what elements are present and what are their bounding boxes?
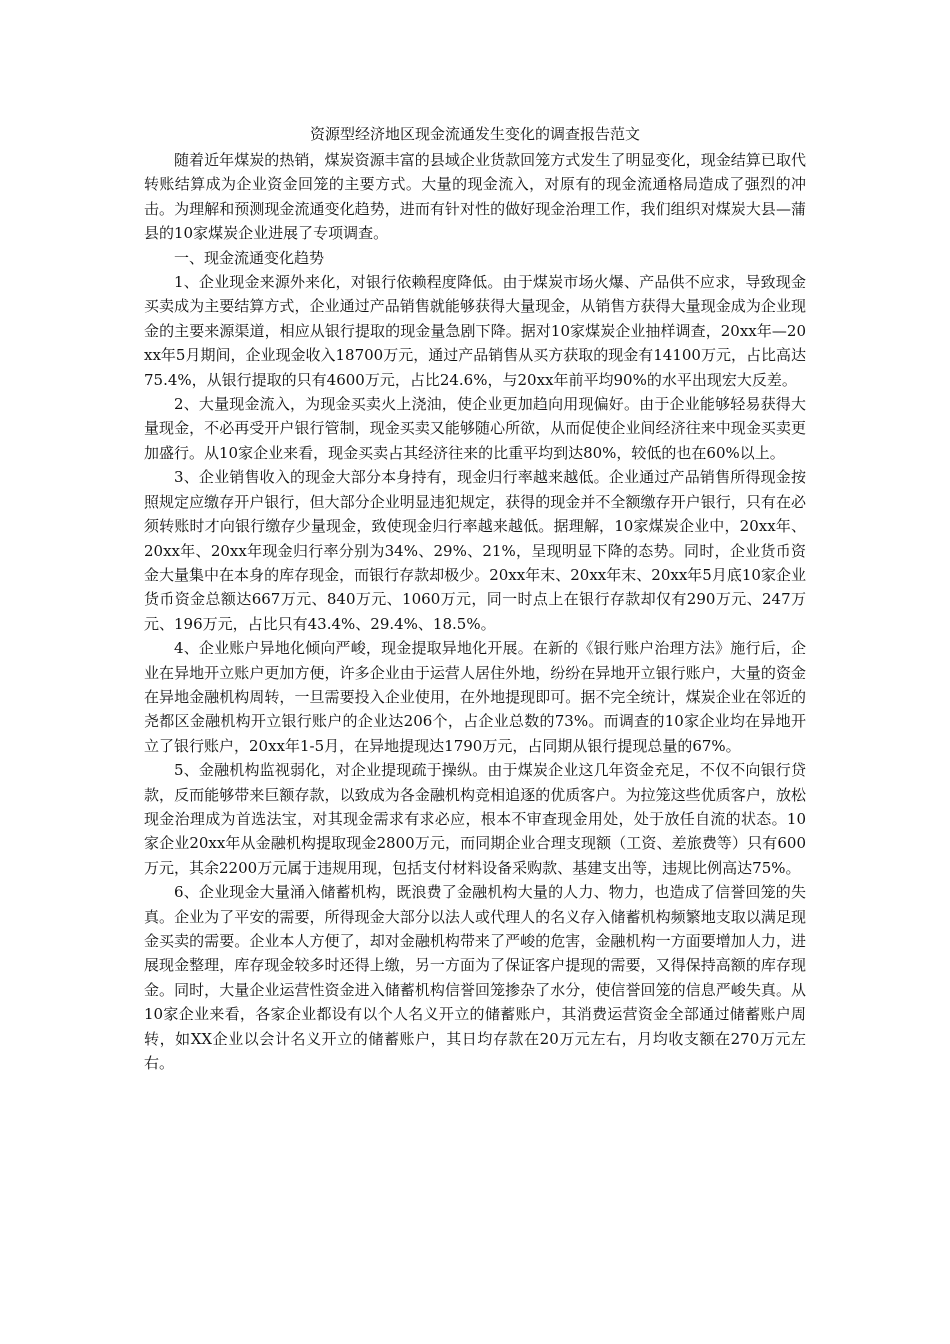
document-title: 资源型经济地区现金流通发生变化的调查报告范文 [309,125,640,143]
paragraph-6: 6、企业现金大量涌入储蓄机构，既浪费了金融机构大量的人力、物力，也造成了信誉回笼的失真。企业为了平安的需要，所得现金大部分以法人或代理人的名义存入储蓄机构频繁地支取以满足现金买卖的需要。企业本人方便了，却对金融机构带来了严峻的危害，金融机构一方面要增加人力，进展现金整理，库存现金较多时还得上缴，另一方面为了保证客户提现的需要，又得保持高额的库存现金。同时，大量企业运营性资金进入储蓄机构信誉回笼掺杂了水分，使信誉回笼的信息严峻失真。从10家企业来看，各家企业都设有以个人名义开立的储蓄账户，其消费运营资金全部通过储蓄账户周转，如XX企业以会计名义开立的储蓄账户，其日均存款在20万元左右，月均收支额在270万元左右。 [144,883,806,1073]
document-page [144,122,806,1075]
paragraph-1: 1、企业现金来源外来化，对银行依赖程度降低。由于煤炭市场火爆、产品供不应求，导致现金买卖成为主要结算方式，企业通过产品销售就能够获得大量现金，从销售方获得大量现金成为企业现金的主要来源渠道，相应从银行提取的现金量急剧下降。据对10家煤炭企业抽样调查，20xx年—20xx年5月期间，企业现金收入18700万元，通过产品销售从买方获取的现金有14100万元，占比高达75.4%，从银行提取的只有4600万元，占比24.6%，与20xx年前平均90%的水平出现宏大反差。 [144,273,806,389]
section-heading: 一、现金流通变化趋势 [174,248,325,267]
paragraph-2: 2、大量现金流入，为现金买卖火上浇油，使企业更加趋向用现偏好。由于企业能够轻易获得大量现金，不必再受开户银行管制，现金买卖又能够随心所欲，从而促使企业间经济往来中现金买卖更加盛行。从10家企业来看，现金买卖占其经济往来的比重平均到达80%，较低的也在60%以上。 [144,395,806,462]
paragraph-5: 5、金融机构监视弱化，对企业提现疏于操纵。由于煤炭企业这几年资金充足，不仅不向银行贷款，反而能够带来巨额存款，以致成为各金融机构竞相追逐的优质客户。为拉笼这些优质客户，放松现金治理成为首选法宝，对其现金需求有求必应，根本不审查现金用处，处于放任自流的状态。10家企业20xx年从金融机构提取现金2800万元，而同期企业合理支现额（工资、差旅费等）只有600万元，其余2200万元属于违规用现，包括支付材料设备采购款、基建支出等，违规比例高达75%。 [144,761,806,877]
intro-paragraph: 随着近年煤炭的热销，煤炭资源丰富的县域企业货款回笼方式发生了明显变化，现金结算已取代转账结算成为企业资金回笼的主要方式。大量的现金流入，对原有的现金流通格局造成了强烈的冲击。为理解和预测现金流通变化趋势，进而有针对性的做好现金治理工作，我们组织对煤炭大县—蒲县的10家煤炭企业进展了专项调查。 [144,151,806,243]
paragraph-3: 3、企业销售收入的现金大部分本身持有，现金归行率越来越低。企业通过产品销售所得现金按照规定应缴存开户银行，但大部分企业明显违犯规定，获得的现金并不全额缴存开户银行，只有在必须转账时才向银行缴存少量现金，致使现金归行率越来越低。据理解，10家煤炭企业中，20xx年、20xx年、20xx年现金归行率分别为34%、29%、21%，呈现明显下降的态势。同时，企业货币资金大量集中在本身的库存现金，而银行存款却极少。20xx年末、20xx年末、20xx年5月底10家企业货币资金总额达667万元、840万元、1060万元，同一时点上在银行存款却仅有290万元、247万元、196万元，占比只有43.4%、29.4%、18.5%。 [144,468,806,633]
paragraph-4: 4、企业账户异地化倾向严峻，现金提取异地化开展。在新的《银行账户治理方法》施行后，企业在异地开立账户更加方便，许多企业由于运营人居住外地，纷纷在异地开立银行账户，大量的资金在异地金融机构周转，一旦需要投入企业使用，在外地提现即可。据不完全统计，煤炭企业在邻近的尧都区金融机构开立银行账户的企业达206个，占企业总数的73%。而调查的10家企业均在异地开立了银行账户，20xx年1-5月，在异地提现达1790万元，占同期从银行提现总量的67%。 [144,639,806,755]
